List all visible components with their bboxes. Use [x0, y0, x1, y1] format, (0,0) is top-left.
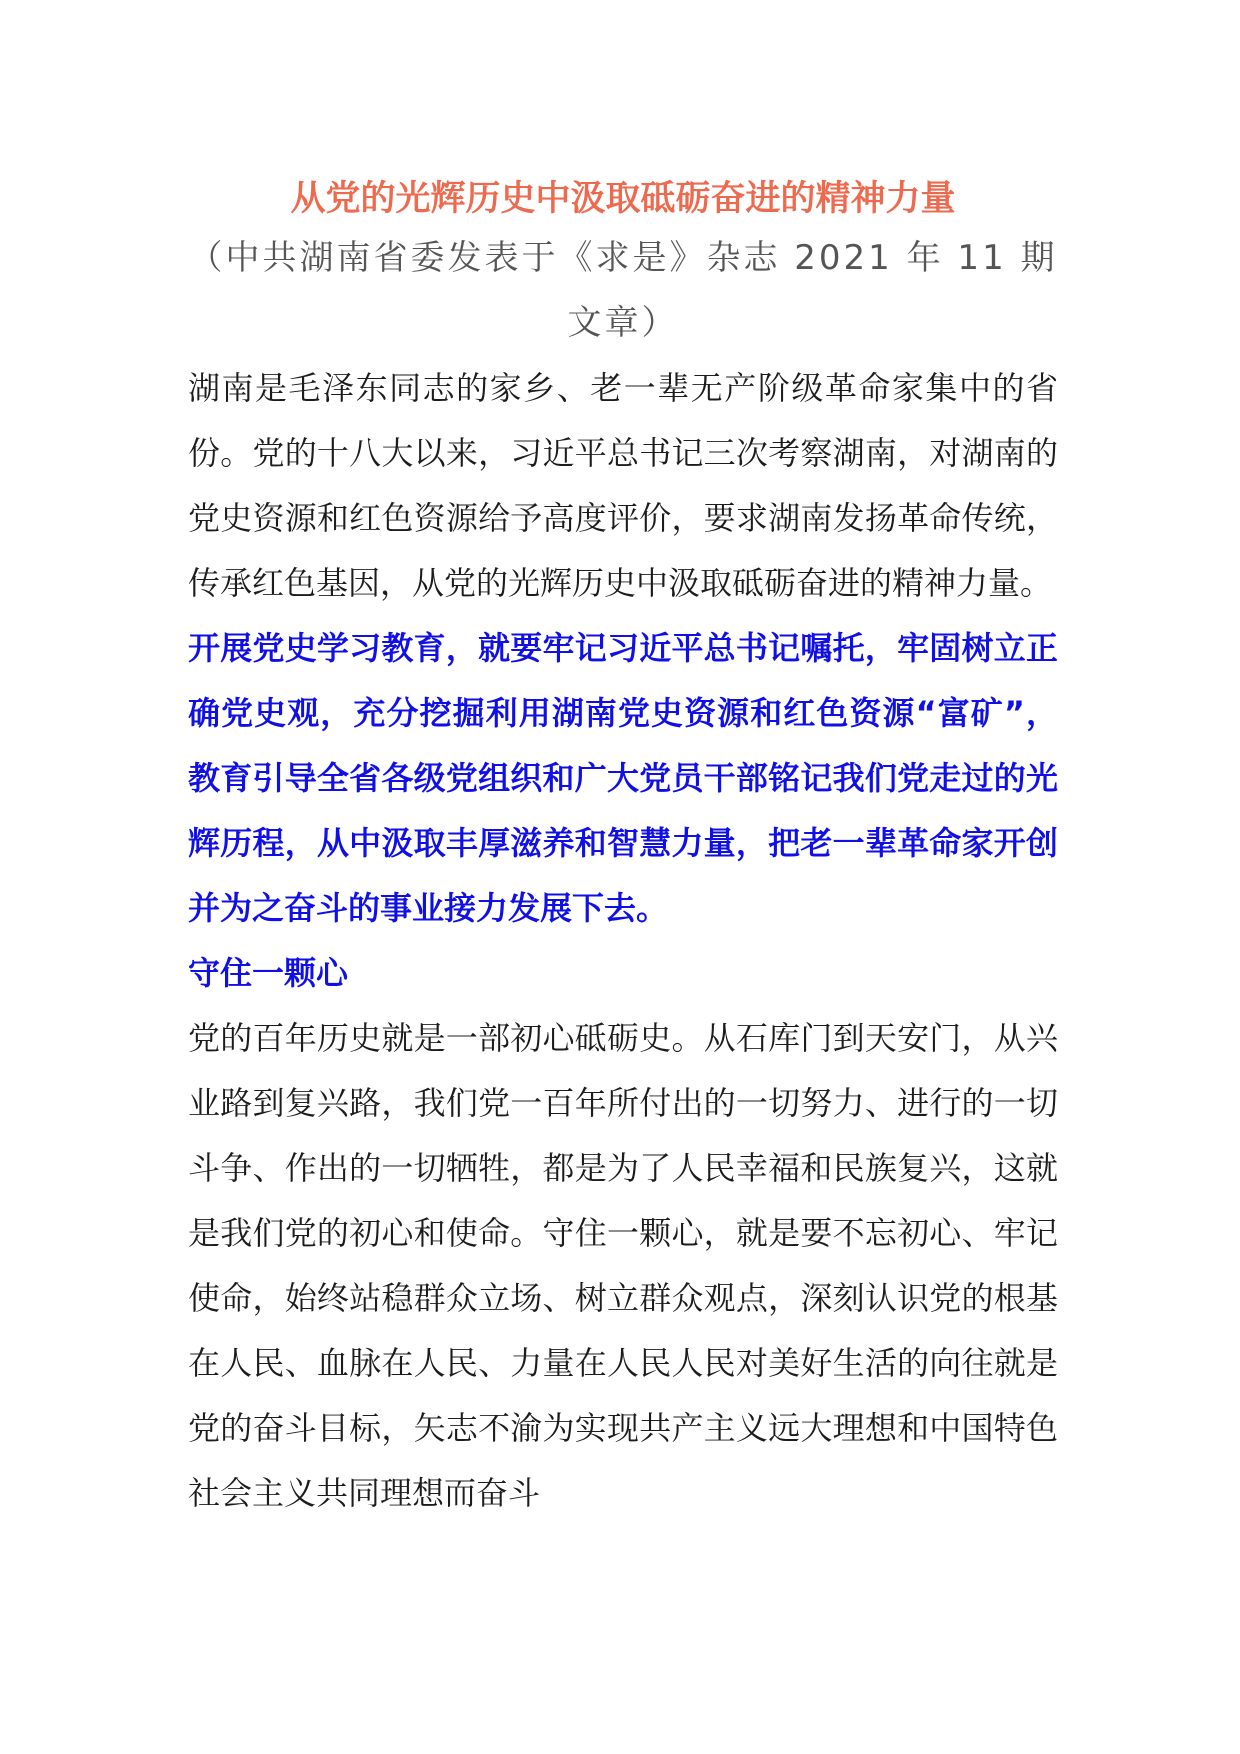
section-heading: 守住一颗心 — [188, 954, 349, 992]
document-page — [188, 172, 1058, 1526]
document-subtitle: （中共湖南省委发表于《求是》杂志 2021 年 11 期文章） — [188, 238, 1058, 343]
section-paragraph: 党的百年历史就是一部初心砥砺史。从石库门到天安门，从兴业路到复兴路，我们党一百年所付出的一切努力、进行的一切斗争、作出的一切牺牲，都是为了人民幸福和民族复兴，这就是我们党的初心和使命。守住一颗心，就是要不忘初心、牢记使命，始终站稳群众立场、树立群众观点，深刻认识党的根基在人民、血脉在人民、力量在人民人民对美好生活的向往就是党的奋斗目标，矢志不渝为实现共产主义远大理想和中国特色社会主义共同理想而奋斗 — [188, 1019, 1058, 1512]
document-title: 从党的光辉历史中汲取砥砺奋进的精神力量 — [290, 179, 956, 219]
intro-paragraph: 湖南是毛泽东同志的家乡、老一辈无产阶级革命家集中的省份。党的十八大以来，习近平总书记三次考察湖南，对湖南的党史资源和红色资源给予高度评价，要求湖南发扬革命传统，传承红色基因，从党的光辉历史中汲取砥砺奋进的精神力量。 — [188, 369, 1058, 602]
emphasis-paragraph: 开展党史学习教育，就要牢记习近平总书记嘱托，牢固树立正确党史观，充分挖掘利用湖南党史资源和红色资源“富矿”，教育引导全省各级党组织和广大党员干部铭记我们党走过的光辉历程，从中汲取丰厚滋养和智慧力量，把老一辈革命家开创并为之奋斗的事业接力发展下去。 — [188, 629, 1058, 927]
